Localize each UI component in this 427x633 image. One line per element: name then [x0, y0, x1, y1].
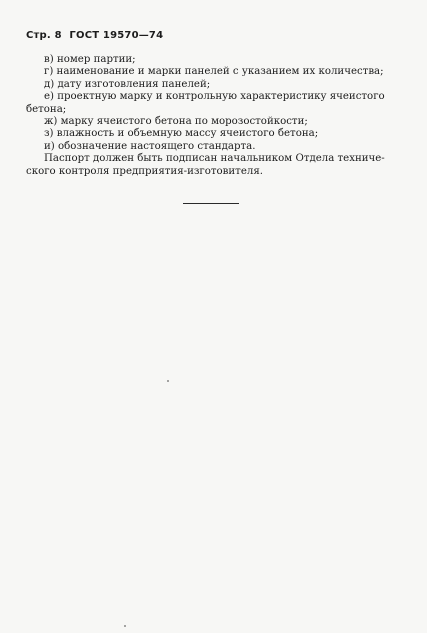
- list-item-v: в) номер партии;: [44, 54, 136, 65]
- document-body: [26, 54, 404, 178]
- list-item-g: г) наименование и марки панелей с указанием их количества;: [44, 66, 384, 78]
- list-item-i: и) обозначение настоящего стандарта.: [44, 140, 256, 152]
- list-item-zh: ж) марку ячеистого бетона по морозостойкости;: [44, 116, 308, 128]
- list-item-e: е) проектную марку и контрольную характеристику ячеистого: [44, 91, 385, 103]
- list-item-e-continuation: бетона;: [26, 103, 67, 115]
- scan-speck: [167, 380, 169, 382]
- page-header: [26, 30, 167, 41]
- list-item-d: д) дату изготовления панелей;: [44, 78, 211, 90]
- list-item-z: з) влажность и объемную массу ячеистого бетона;: [44, 128, 319, 140]
- section-divider: [183, 203, 239, 204]
- paragraph-passport-continuation: ского контроля предприятия-изготовителя.: [26, 165, 263, 177]
- paragraph-passport: Паспорт должен быть подписан начальником Отдела техниче-: [44, 153, 385, 165]
- scan-speck: [124, 625, 126, 627]
- page-number: Стр. 8: [26, 30, 62, 41]
- standard-number: ГОСТ 19570—74: [69, 30, 164, 41]
